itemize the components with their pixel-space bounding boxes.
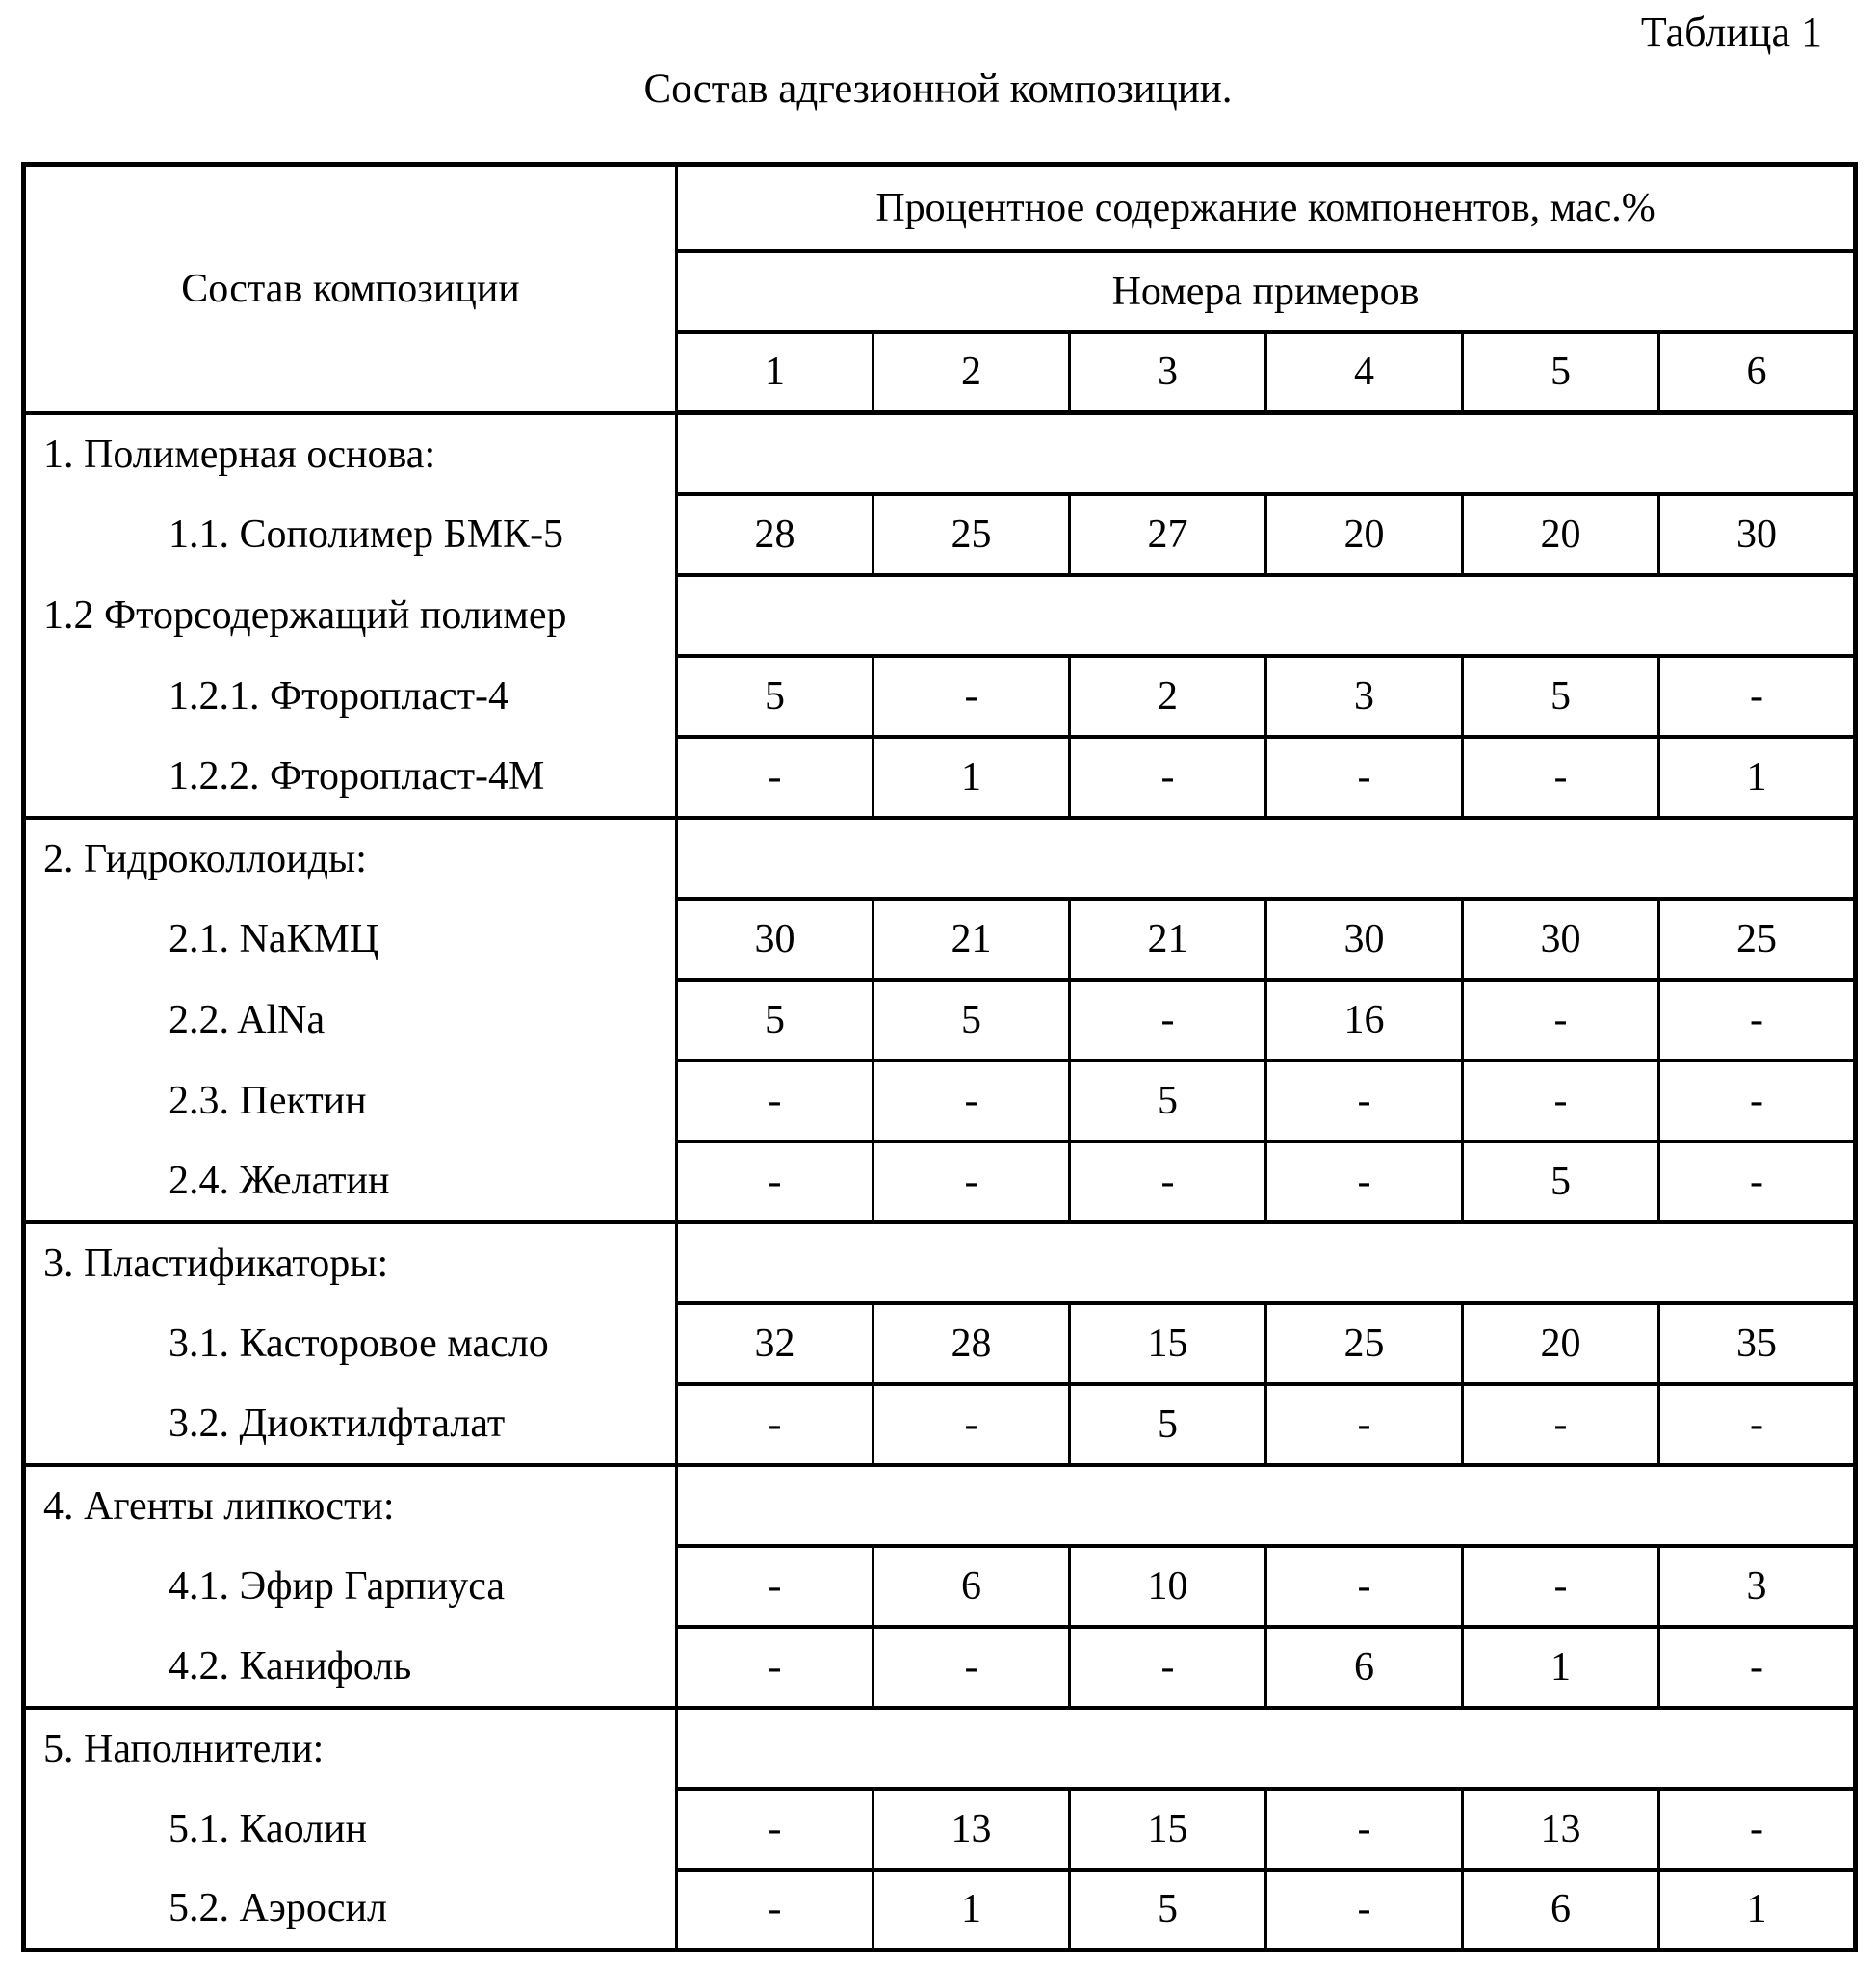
table-row xyxy=(24,656,1856,737)
value-cell: 30 xyxy=(1659,494,1856,575)
value-cell: 5 xyxy=(873,980,1070,1061)
value-cell: 5 xyxy=(677,980,873,1061)
section-header-row xyxy=(24,818,1856,899)
row-label: 1. Полимерная основа: xyxy=(24,413,677,494)
value-cell: 27 xyxy=(1070,494,1266,575)
value-cell: - xyxy=(873,1384,1070,1465)
row-label: 4. Агенты липкости: xyxy=(24,1465,677,1546)
column-subheader-examples: Номера примеров xyxy=(677,251,1856,332)
value-cell: - xyxy=(873,1627,1070,1708)
value-cell: 5 xyxy=(1463,656,1659,737)
value-cell: 1 xyxy=(1659,737,1856,818)
table-row xyxy=(24,1061,1856,1141)
value-cell: 13 xyxy=(873,1789,1070,1870)
value-cell: 10 xyxy=(1070,1546,1266,1627)
value-cell: 6 xyxy=(1463,1870,1659,1951)
table-number-label: Таблица 1 xyxy=(1640,9,1822,56)
row-label: 2.4. Желатин xyxy=(24,1141,677,1222)
row-label: 2.3. Пектин xyxy=(24,1061,677,1141)
value-cell: 21 xyxy=(873,899,1070,980)
example-number-2: 2 xyxy=(873,332,1070,413)
spacer-cell xyxy=(677,1222,1856,1303)
row-label: 4.2. Канифоль xyxy=(24,1627,677,1708)
example-number-4: 4 xyxy=(1266,332,1463,413)
table-row xyxy=(24,1141,1856,1222)
value-cell: - xyxy=(1070,980,1266,1061)
value-cell: 3 xyxy=(1266,656,1463,737)
spacer-cell xyxy=(677,1708,1856,1789)
value-cell: - xyxy=(677,1870,873,1951)
table-row xyxy=(24,737,1856,818)
row-label: 3.1. Касторовое масло xyxy=(24,1303,677,1384)
header-row-main xyxy=(24,165,1856,251)
value-cell: 6 xyxy=(1266,1627,1463,1708)
row-label: 3.2. Диоктилфталат xyxy=(24,1384,677,1465)
value-cell: 15 xyxy=(1070,1303,1266,1384)
value-cell: - xyxy=(1070,1627,1266,1708)
value-cell: 28 xyxy=(677,494,873,575)
row-label: 4.1. Эфир Гарпиуса xyxy=(24,1546,677,1627)
table-row xyxy=(24,980,1856,1061)
value-cell: 20 xyxy=(1463,494,1659,575)
table-row xyxy=(24,1546,1856,1627)
row-label: 1.2.2. Фторопласт-4М xyxy=(24,737,677,818)
spacer-cell xyxy=(677,818,1856,899)
value-cell: 16 xyxy=(1266,980,1463,1061)
example-number-1: 1 xyxy=(677,332,873,413)
row-label: 1.2.1. Фторопласт-4 xyxy=(24,656,677,737)
section-header-row xyxy=(24,575,1856,656)
value-cell: - xyxy=(873,1141,1070,1222)
column-header-percent: Процентное содержание компонентов, мас.% xyxy=(677,165,1856,251)
section-header-row xyxy=(24,1465,1856,1546)
table-row xyxy=(24,1627,1856,1708)
value-cell: 6 xyxy=(873,1546,1070,1627)
value-cell: - xyxy=(1659,1141,1856,1222)
value-cell: - xyxy=(1659,1627,1856,1708)
value-cell: - xyxy=(677,1061,873,1141)
table-header xyxy=(24,165,1856,413)
value-cell: - xyxy=(1463,1546,1659,1627)
value-cell: - xyxy=(677,1141,873,1222)
value-cell: 15 xyxy=(1070,1789,1266,1870)
spacer-cell xyxy=(677,413,1856,494)
value-cell: 2 xyxy=(1070,656,1266,737)
value-cell: 30 xyxy=(1463,899,1659,980)
value-cell: - xyxy=(1659,980,1856,1061)
table-row xyxy=(24,1303,1856,1384)
row-label: 5.2. Аэросил xyxy=(24,1870,677,1951)
table-row xyxy=(24,1789,1856,1870)
example-number-6: 6 xyxy=(1659,332,1856,413)
value-cell: 30 xyxy=(677,899,873,980)
value-cell: - xyxy=(873,656,1070,737)
value-cell: 32 xyxy=(677,1303,873,1384)
value-cell: - xyxy=(1659,1789,1856,1870)
value-cell: - xyxy=(1266,1789,1463,1870)
value-cell: - xyxy=(1463,737,1659,818)
value-cell: 30 xyxy=(1266,899,1463,980)
composition-table xyxy=(21,162,1858,1952)
table-row xyxy=(24,899,1856,980)
table-title: Состав адгезионной композиции. xyxy=(643,66,1233,112)
row-label: 5.1. Каолин xyxy=(24,1789,677,1870)
value-cell: - xyxy=(677,1546,873,1627)
value-cell: 20 xyxy=(1463,1303,1659,1384)
value-cell: 3 xyxy=(1659,1546,1856,1627)
value-cell: 25 xyxy=(1659,899,1856,980)
value-cell: - xyxy=(677,1384,873,1465)
value-cell: - xyxy=(1266,1546,1463,1627)
section-header-row xyxy=(24,1222,1856,1303)
example-number-5: 5 xyxy=(1463,332,1659,413)
table-row xyxy=(24,1870,1856,1951)
value-cell: - xyxy=(1463,1384,1659,1465)
section-header-row xyxy=(24,1708,1856,1789)
value-cell: 5 xyxy=(1070,1061,1266,1141)
value-cell: - xyxy=(1266,1870,1463,1951)
value-cell: - xyxy=(1070,737,1266,818)
value-cell: 21 xyxy=(1070,899,1266,980)
value-cell: 5 xyxy=(1070,1384,1266,1465)
row-label: 1.1. Сополимер БМК-5 xyxy=(24,494,677,575)
spacer-cell xyxy=(677,1465,1856,1546)
value-cell: - xyxy=(1070,1141,1266,1222)
value-cell: 20 xyxy=(1266,494,1463,575)
value-cell: - xyxy=(1266,1061,1463,1141)
value-cell: 25 xyxy=(873,494,1070,575)
value-cell: 25 xyxy=(1266,1303,1463,1384)
row-label: 2.2. AlNa xyxy=(24,980,677,1061)
value-cell: - xyxy=(1463,980,1659,1061)
value-cell: - xyxy=(1463,1061,1659,1141)
value-cell: - xyxy=(677,737,873,818)
row-label: 2.1. NaКМЦ xyxy=(24,899,677,980)
section-header-row xyxy=(24,413,1856,494)
example-number-3: 3 xyxy=(1070,332,1266,413)
value-cell: 13 xyxy=(1463,1789,1659,1870)
value-cell: 1 xyxy=(1659,1870,1856,1951)
table-row xyxy=(24,1384,1856,1465)
value-cell: - xyxy=(1266,1384,1463,1465)
row-label: 1.2 Фторсодержащий полимер xyxy=(24,575,677,656)
column-header-composition: Состав композиции xyxy=(24,165,677,413)
value-cell: - xyxy=(1266,1141,1463,1222)
row-label: 5. Наполнители: xyxy=(24,1708,677,1789)
value-cell: 1 xyxy=(873,1870,1070,1951)
value-cell: 28 xyxy=(873,1303,1070,1384)
row-label: 2. Гидроколлоиды: xyxy=(24,818,677,899)
value-cell: 1 xyxy=(1463,1627,1659,1708)
table-row xyxy=(24,494,1856,575)
value-cell: 35 xyxy=(1659,1303,1856,1384)
value-cell: - xyxy=(873,1061,1070,1141)
value-cell: 1 xyxy=(873,737,1070,818)
value-cell: 5 xyxy=(1070,1870,1266,1951)
value-cell: - xyxy=(677,1789,873,1870)
value-cell: - xyxy=(1659,1384,1856,1465)
value-cell: - xyxy=(1659,656,1856,737)
value-cell: - xyxy=(1659,1061,1856,1141)
value-cell: - xyxy=(677,1627,873,1708)
value-cell: 5 xyxy=(1463,1141,1659,1222)
table-body xyxy=(24,413,1856,1951)
row-label: 3. Пластификаторы: xyxy=(24,1222,677,1303)
spacer-cell xyxy=(677,575,1856,656)
value-cell: 5 xyxy=(677,656,873,737)
value-cell: - xyxy=(1266,737,1463,818)
